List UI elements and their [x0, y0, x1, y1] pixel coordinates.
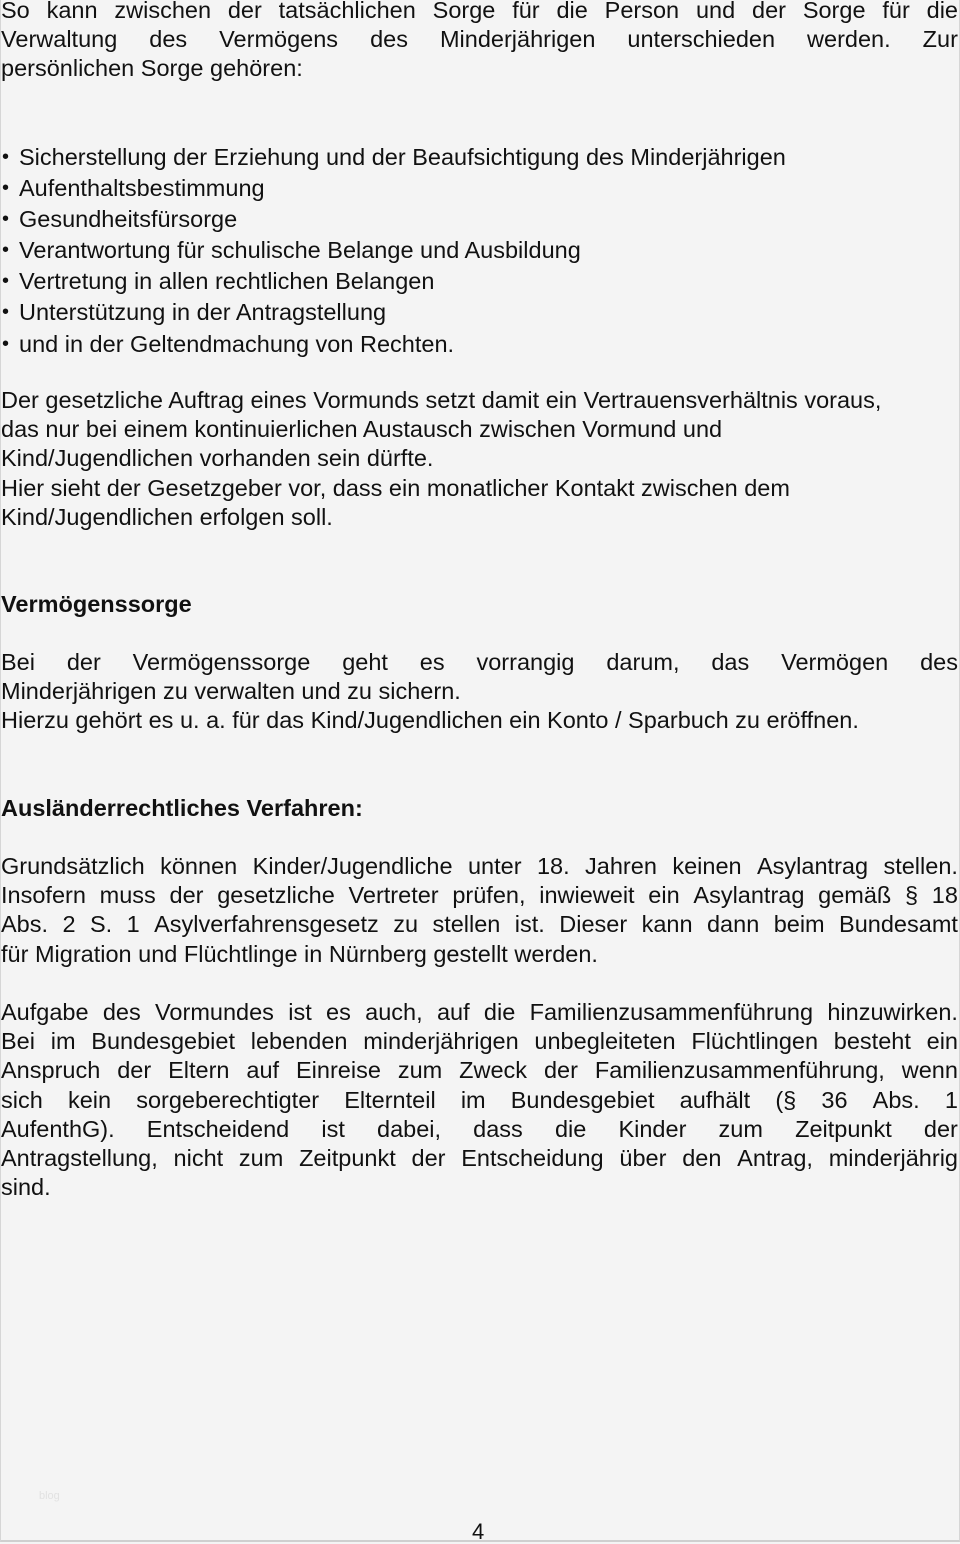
list-item-text: Gesundheitsfürsorge	[19, 206, 238, 233]
word: zum	[238, 1145, 284, 1172]
bullet-icon: •	[2, 301, 10, 324]
word: Entscheidung	[461, 1145, 604, 1172]
word: 36	[821, 1086, 848, 1113]
word: ein	[926, 1028, 958, 1055]
word: 1	[944, 1086, 958, 1113]
word: Bundesgebiet	[510, 1086, 655, 1113]
word: Person	[604, 0, 680, 23]
word: die	[483, 999, 516, 1025]
word: unterschieden	[627, 26, 776, 53]
list-item-text: und in der Geltendmachung von Rechten.	[19, 330, 455, 357]
word: stellen	[432, 911, 501, 938]
property-care-paragraph	[1, 648, 958, 736]
word: inwieweit	[539, 882, 635, 909]
word: Zweck	[459, 1057, 528, 1084]
word: dann	[706, 911, 760, 938]
word: 1	[126, 911, 140, 938]
immigration-p2-line-1	[1, 998, 958, 1027]
word: der	[543, 1057, 578, 1084]
word: beim	[773, 911, 825, 938]
word: Eltern	[168, 1057, 230, 1084]
word: Antragstellung,	[1, 1145, 158, 1172]
word: der	[923, 1115, 958, 1142]
list-item	[1, 204, 786, 235]
word: lebenden	[250, 1028, 348, 1055]
word: Jahren	[585, 853, 657, 879]
bullet-icon: •	[2, 208, 10, 231]
word: der	[411, 1145, 446, 1172]
word: über	[619, 1145, 667, 1172]
word: für	[882, 0, 910, 23]
word: des	[370, 26, 408, 53]
word: das	[711, 649, 750, 675]
list-item-text: Unterstützung in der Antragstellung	[19, 299, 387, 326]
list-item-text: Aufenthaltsbestimmung	[19, 175, 265, 202]
property-line-1	[1, 648, 958, 677]
word: minderjährig	[828, 1145, 958, 1172]
word: Einreise	[296, 1057, 381, 1084]
word: Bundesgebiet	[91, 1028, 235, 1055]
word: dass	[473, 1115, 523, 1142]
word: für	[512, 0, 540, 23]
word: aufhält	[679, 1086, 751, 1113]
immigration-p2-line-2	[1, 1027, 958, 1056]
word: die	[556, 0, 588, 23]
immigration-p2-line-5	[1, 1115, 958, 1144]
word: gesetzliche	[217, 882, 335, 909]
word: auch,	[365, 999, 423, 1025]
word: ist.	[514, 911, 545, 938]
word: die	[926, 0, 958, 23]
trust-paragraph	[1, 386, 958, 532]
word: Abs.	[872, 1086, 920, 1113]
immigration-p2-line-7: sind.	[1, 1174, 51, 1201]
word: Minderjährigen	[439, 26, 596, 53]
word: auf	[246, 1057, 280, 1084]
bullet-icon: •	[2, 270, 10, 293]
section-heading-immigration: Ausländerrechtliches Verfahren:	[1, 795, 363, 821]
word: Familienzusammenführung,	[594, 1057, 885, 1084]
word: Familienzusammenführung	[529, 999, 814, 1025]
property-line-3: Hierzu gehört es u. a. für das Kind/Jugendlichen ein Konto / Sparbuch zu eröffnen.	[1, 707, 859, 734]
word: Insofern	[1, 882, 86, 909]
list-item-text: Vertretung in allen rechtlichen Belangen	[19, 268, 435, 295]
word: unbegleiteten	[534, 1028, 676, 1055]
trust-line-3: Kind/Jugendlichen vorhanden sein dürfte.	[1, 445, 434, 472]
property-line-2: Minderjährigen zu verwalten und zu sichern.	[1, 678, 461, 705]
page-number: 4	[472, 1519, 485, 1544]
word: des	[920, 649, 958, 675]
word: Anspruch	[1, 1057, 101, 1084]
word: Asylantrag	[693, 882, 805, 909]
trust-line-4: Hier sieht der Gesetzgeber vor, dass ein monatlicher Kontakt zwischen dem	[1, 474, 790, 501]
word: Asylantrag	[757, 853, 869, 879]
word: tatsächlichen	[278, 0, 416, 23]
bullet-icon: •	[2, 239, 10, 262]
word: So	[1, 0, 30, 23]
word: Entscheidend	[146, 1115, 290, 1142]
word: Bei	[1, 649, 35, 675]
word: Antrag,	[737, 1145, 813, 1172]
word: keinen	[672, 853, 742, 879]
word: Verwaltung	[1, 26, 118, 53]
word: der	[169, 882, 204, 909]
word: nicht	[173, 1145, 224, 1172]
word: minderjährigen	[363, 1028, 519, 1055]
word: Vormundes	[155, 999, 274, 1025]
word: Asylverfahrensgesetz	[154, 911, 379, 938]
trust-line-5: Kind/Jugendlichen erfolgen soll.	[1, 503, 333, 530]
word: Dieser	[559, 911, 628, 938]
word: ist	[321, 1115, 345, 1142]
list-item	[1, 297, 786, 328]
word: 18.	[536, 853, 570, 879]
trust-line-2: das nur bei einem kontinuierlichen Austausch zwischen Vormund und	[1, 416, 723, 443]
list-item-text: Verantwortung für schulische Belange und Ausbildung	[19, 237, 581, 264]
word: Bei	[1, 1028, 35, 1055]
word: Flüchtlingen	[691, 1028, 819, 1055]
word: hinzuwirken.	[827, 999, 958, 1025]
list-item	[1, 142, 786, 173]
word: der	[227, 0, 262, 23]
list-item-text: Sicherstellung der Erziehung und der Beaufsichtigung des Minderjährigen	[19, 144, 786, 170]
word: es	[326, 999, 351, 1025]
word: Zur	[922, 26, 958, 53]
word: Zeitpunkt	[795, 1115, 892, 1142]
immigration-p1-line-3	[1, 910, 958, 939]
word: Vermögen	[781, 649, 889, 675]
word: 2	[62, 911, 76, 938]
immigration-p1-line-4: für Migration und Flüchtlinge in Nürnberg gestellt werden.	[1, 940, 598, 967]
word: die	[554, 1115, 587, 1142]
word: im	[50, 1028, 76, 1055]
intro-line-1	[1, 0, 958, 25]
word: den	[682, 1145, 722, 1172]
word: stellen.	[883, 853, 958, 879]
word: des	[149, 26, 188, 53]
word: Vertreter	[348, 882, 439, 909]
word: Kinder	[618, 1115, 687, 1142]
word: zum	[397, 1057, 443, 1084]
immigration-p1-line-1	[1, 852, 958, 881]
list-item	[1, 173, 786, 204]
word: Sorge	[432, 0, 496, 23]
intro-paragraph	[1, 0, 958, 84]
word: Vermögens	[219, 26, 339, 53]
immigration-p2-line-6	[1, 1144, 958, 1173]
word: im	[460, 1086, 486, 1113]
list-item	[1, 266, 786, 297]
word: Bundesamt	[839, 911, 958, 938]
word: kein	[67, 1086, 112, 1113]
word: Elternteil	[344, 1086, 436, 1113]
word: Zeitpunkt	[299, 1145, 396, 1172]
word: werden.	[807, 26, 891, 53]
word: Abs.	[1, 911, 49, 938]
word: geht	[342, 649, 388, 675]
word: der	[66, 649, 101, 675]
word: kann	[46, 0, 98, 23]
immigration-p2-line-4	[1, 1086, 958, 1115]
word: auf	[436, 999, 470, 1025]
word: es	[419, 649, 445, 675]
word: der	[752, 0, 786, 23]
word: besteht	[833, 1028, 911, 1055]
word: Vermögenssorge	[132, 649, 311, 675]
word: darum,	[606, 649, 680, 675]
word: ein	[648, 882, 680, 909]
list-item	[1, 329, 786, 360]
trust-line-1: Der gesetzliche Auftrag eines Vormunds setzt damit ein Vertrauensverhältnis voraus,	[1, 387, 882, 413]
personal-care-list	[1, 142, 786, 360]
word: zu	[393, 911, 419, 938]
immigration-p2-line-3	[1, 1056, 958, 1085]
word: vorrangig	[476, 649, 575, 675]
immigration-p1-line-2	[1, 881, 958, 910]
immigration-paragraph-1	[1, 852, 958, 969]
word: Aufgabe	[1, 999, 89, 1025]
immigration-paragraph-2	[1, 998, 958, 1202]
word: muss	[99, 882, 156, 909]
word: zum	[718, 1115, 763, 1142]
word: Sorge	[802, 0, 866, 23]
section-heading-property-care: Vermögenssorge	[1, 591, 192, 617]
list-item	[1, 235, 786, 266]
word: kann	[641, 911, 693, 938]
word: prüfen,	[452, 882, 526, 909]
intro-line-3: persönlichen Sorge gehören:	[1, 55, 303, 82]
word: des	[102, 999, 141, 1025]
bullet-icon: •	[2, 146, 10, 168]
watermark-text: blog	[39, 1490, 60, 1502]
word: sorgeberechtigter	[136, 1086, 320, 1113]
word: unter	[467, 853, 522, 879]
word: 18	[931, 882, 958, 909]
word: AufenthG).	[1, 1115, 115, 1142]
bullet-icon: •	[2, 177, 10, 200]
word: sich	[1, 1086, 43, 1113]
word: wenn	[901, 1057, 958, 1084]
word: und	[695, 0, 736, 23]
word: Grundsätzlich	[1, 853, 145, 879]
word: (§	[775, 1086, 797, 1113]
bullet-icon: •	[2, 332, 10, 355]
word: ist	[288, 999, 312, 1025]
word: dabei,	[377, 1115, 442, 1142]
word: gemäß	[818, 882, 892, 909]
word: Kinder/Jugendliche	[252, 853, 453, 879]
word: der	[117, 1057, 152, 1084]
word: S.	[89, 911, 113, 938]
intro-line-2	[1, 25, 958, 54]
word: können	[160, 853, 238, 879]
word: zwischen	[114, 0, 212, 23]
word: §	[905, 882, 919, 909]
